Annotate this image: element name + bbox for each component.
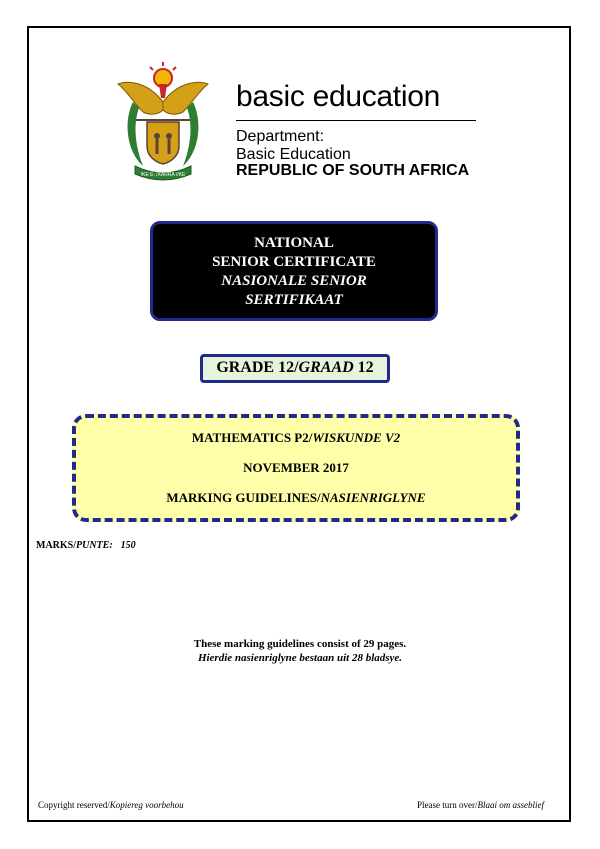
subject-guidelines-af: NASIENRIGLYNE bbox=[320, 490, 426, 505]
marks-line bbox=[36, 540, 136, 551]
brand-department-name: Basic Education bbox=[236, 146, 351, 163]
grade-number: 12 bbox=[353, 359, 374, 376]
marks-label-en: MARKS/ bbox=[36, 540, 76, 551]
coat-of-arms-logo bbox=[113, 62, 213, 186]
subject-paper-af: WISKUNDE V2 bbox=[312, 430, 401, 445]
subject-paper-en: MATHEMATICS P2/ bbox=[191, 430, 313, 445]
subject-guidelines-en: MARKING GUIDELINES/ bbox=[166, 490, 321, 505]
grade-af: GRAAD bbox=[298, 359, 354, 376]
page-count-en: These marking guidelines consist of 29 pages. bbox=[193, 638, 407, 650]
page-count-af: Hierdie nasienriglyne bestaan uit 28 bladsye. bbox=[197, 652, 403, 664]
brand-divider bbox=[236, 120, 476, 121]
marks-label-af: PUNTE: bbox=[76, 540, 113, 551]
crest-motto: !KE E: /XARRA //KE bbox=[140, 172, 186, 178]
marks-value: 150 bbox=[120, 540, 136, 551]
brand-department-label: Department: bbox=[236, 128, 325, 145]
footer-copyright-af: Kopiereg voorbehou bbox=[109, 800, 184, 810]
grade-box bbox=[200, 354, 390, 383]
brand-country: REPUBLIC OF SOUTH AFRICA bbox=[236, 162, 470, 179]
certificate-line-3: NASIONALE SENIOR bbox=[221, 273, 367, 289]
certificate-line-4: SERTIFIKAAT bbox=[245, 292, 343, 308]
subject-date: NOVEMBER 2017 bbox=[243, 460, 349, 475]
footer-copyright-en: Copyright reserved/ bbox=[38, 800, 110, 810]
brand-title: basic education bbox=[236, 80, 440, 113]
grade-en: GRADE 12/ bbox=[216, 359, 299, 376]
footer-turn-over-af: Blaai om asseblief bbox=[477, 800, 544, 810]
footer-copyright bbox=[38, 800, 184, 810]
certificate-line-2: SENIOR CERTIFICATE bbox=[212, 254, 376, 270]
subject-paper bbox=[76, 430, 516, 446]
certificate-box bbox=[150, 221, 438, 321]
footer-turn-over bbox=[417, 800, 544, 810]
footer-turn-over-en: Please turn over/ bbox=[417, 800, 478, 810]
certificate-line-1: NATIONAL bbox=[254, 235, 334, 251]
subject-guidelines bbox=[76, 490, 516, 506]
subject-box bbox=[72, 414, 520, 522]
